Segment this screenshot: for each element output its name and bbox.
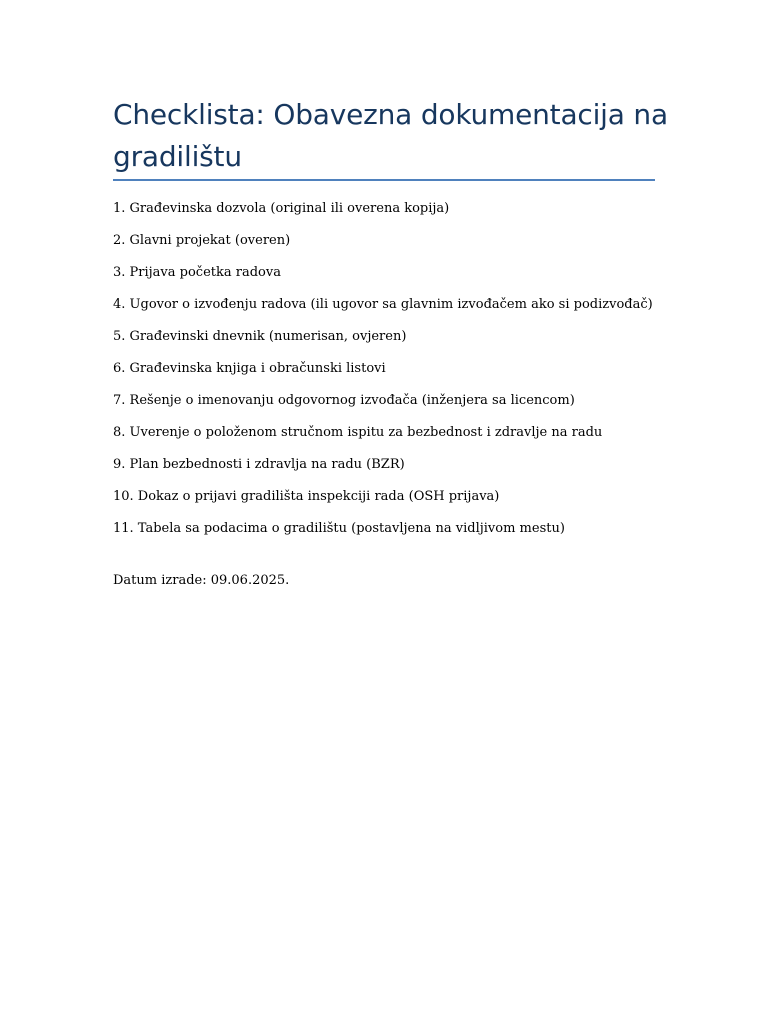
checklist-item: 10. Dokaz o prijavi gradilišta inspekciji rada (OSH prijava) — [113, 489, 500, 504]
creation-date: Datum izrade: 09.06.2025. — [113, 573, 290, 588]
checklist — [113, 199, 673, 551]
document-title: Checklista: Obavezna dokumentacija na gradilištu — [113, 98, 668, 173]
checklist-item: 3. Prijava početka radova — [113, 265, 281, 280]
checklist-item: 5. Građevinski dnevnik (numerisan, ovjeren) — [113, 329, 407, 344]
checklist-item: 8. Uverenje o položenom stručnom ispitu za bezbednost i zdravlje na radu — [113, 425, 603, 440]
checklist-item: 4. Ugovor o izvođenju radova (ili ugovor sa glavnim izvođačem ako si podizvođač) — [113, 297, 653, 312]
checklist-item: 9. Plan bezbednosti i zdravlja na radu (BZR) — [113, 457, 405, 472]
checklist-item: 6. Građevinska knjiga i obračunski listovi — [113, 361, 386, 376]
checklist-item: 2. Glavni projekat (overen) — [113, 233, 291, 248]
title-underline — [113, 179, 655, 181]
checklist-item: 7. Rešenje o imenovanju odgovornog izvođača (inženjera sa licencom) — [113, 393, 575, 408]
checklist-item: 11. Tabela sa podacima o gradilištu (postavljena na vidljivom mestu) — [113, 521, 565, 536]
checklist-item: 1. Građevinska dozvola (original ili overena kopija) — [113, 201, 450, 216]
